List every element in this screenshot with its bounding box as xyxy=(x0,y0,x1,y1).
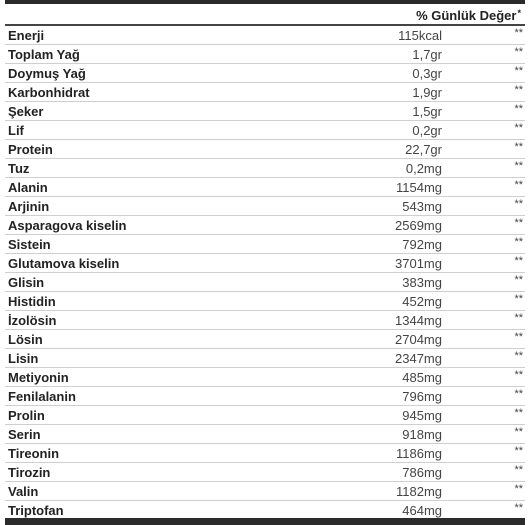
nutrient-name: Sistein xyxy=(8,237,51,252)
table-row xyxy=(5,254,525,273)
daily-value: ** xyxy=(514,350,523,362)
nutrient-name: Protein xyxy=(8,142,53,157)
daily-value: ** xyxy=(514,179,523,191)
nutrient-amount: 383mg xyxy=(402,275,442,290)
table-row xyxy=(5,140,525,159)
daily-value: ** xyxy=(514,426,523,438)
nutrient-amount: 2347mg xyxy=(395,351,442,366)
nutrient-name: Glisin xyxy=(8,275,45,290)
table-row xyxy=(5,178,525,197)
daily-value: ** xyxy=(514,141,523,153)
daily-value: ** xyxy=(514,445,523,457)
nutrient-name: Lif xyxy=(8,123,24,138)
nutrient-amount: 1,7gr xyxy=(412,47,442,62)
nutrient-name: Serin xyxy=(8,427,41,442)
table-row xyxy=(5,482,525,501)
nutrient-amount: 796mg xyxy=(402,389,442,404)
daily-value: ** xyxy=(514,103,523,115)
nutrient-name: Metiyonin xyxy=(8,370,69,385)
nutrient-name: Doymuş Yağ xyxy=(8,66,86,81)
nutrient-amount: 0,2gr xyxy=(412,123,442,138)
nutrient-name: Valin xyxy=(8,484,39,499)
nutrient-amount: 1,9gr xyxy=(412,85,442,100)
daily-value: ** xyxy=(514,464,523,476)
table-row xyxy=(5,102,525,121)
table-row xyxy=(5,292,525,311)
nutrient-amount: 918mg xyxy=(402,427,442,442)
table-row xyxy=(5,121,525,140)
nutrient-amount: 1,5gr xyxy=(412,104,442,119)
nutrient-amount: 1344mg xyxy=(395,313,442,328)
nutrient-amount: 2569mg xyxy=(395,218,442,233)
table-row xyxy=(5,444,525,463)
nutrient-name: Şeker xyxy=(8,104,44,119)
daily-value: ** xyxy=(514,407,523,419)
nutrient-name: Glutamova kiselin xyxy=(8,256,120,271)
table-row xyxy=(5,273,525,292)
nutrient-amount: 1154mg xyxy=(395,180,442,195)
table-row xyxy=(5,159,525,178)
daily-value: ** xyxy=(514,369,523,381)
table-row xyxy=(5,349,525,368)
daily-value: ** xyxy=(514,331,523,343)
daily-value: ** xyxy=(514,198,523,210)
daily-value: ** xyxy=(514,255,523,267)
daily-value: ** xyxy=(514,46,523,58)
table-row xyxy=(5,216,525,235)
table-row xyxy=(5,330,525,349)
nutrient-name: Lösin xyxy=(8,332,43,347)
nutrient-amount: 485mg xyxy=(402,370,442,385)
footnote-mark: * xyxy=(517,8,521,18)
nutrient-amount: 2704mg xyxy=(395,332,442,347)
table-row xyxy=(5,387,525,406)
daily-value: ** xyxy=(514,27,523,39)
nutrient-amount: 0,2mg xyxy=(405,161,442,176)
daily-value: ** xyxy=(514,65,523,77)
nutrient-amount: 1186mg xyxy=(395,446,442,461)
daily-value: ** xyxy=(514,312,523,324)
table-header xyxy=(5,4,525,26)
daily-value: ** xyxy=(514,236,523,248)
nutrient-name: Toplam Yağ xyxy=(8,47,80,62)
table-row xyxy=(5,64,525,83)
nutrient-name: İzolösin xyxy=(8,313,57,328)
nutrient-amount: 792mg xyxy=(402,237,442,252)
daily-value: ** xyxy=(514,274,523,286)
nutrient-name: Alanin xyxy=(8,180,48,195)
nutrient-name: Tireonin xyxy=(8,446,60,461)
nutrient-amount: 1182mg xyxy=(395,484,442,499)
nutrient-amount: 786mg xyxy=(402,465,442,480)
daily-value: ** xyxy=(514,160,523,172)
nutrient-amount: 452mg xyxy=(402,294,442,309)
table-row xyxy=(5,235,525,254)
nutrient-rows xyxy=(5,26,525,520)
daily-value: ** xyxy=(514,293,523,305)
table-row xyxy=(5,425,525,444)
daily-value: ** xyxy=(514,483,523,495)
table-row xyxy=(5,311,525,330)
nutrient-name: Prolin xyxy=(8,408,45,423)
nutrient-amount: 3701mg xyxy=(395,256,442,271)
table-row xyxy=(5,368,525,387)
table-row xyxy=(5,45,525,64)
table-row xyxy=(5,197,525,216)
nutrient-name: Lisin xyxy=(8,351,39,366)
daily-value-header-text: % Günlük Değer xyxy=(416,8,517,23)
daily-value: ** xyxy=(514,84,523,96)
bottom-rule xyxy=(5,518,525,525)
nutrient-name: Tuz xyxy=(8,161,30,176)
table-row xyxy=(5,463,525,482)
daily-value: ** xyxy=(514,388,523,400)
nutrient-name: Enerji xyxy=(8,28,45,43)
daily-value-header xyxy=(416,8,521,23)
nutrient-name: Tirozin xyxy=(8,465,51,480)
nutrient-amount: 543mg xyxy=(402,199,442,214)
nutrient-name: Histidin xyxy=(8,294,56,309)
nutrient-amount: 464mg xyxy=(402,503,442,518)
nutrient-name: Fenilalanin xyxy=(8,389,76,404)
nutrient-name: Karbonhidrat xyxy=(8,85,90,100)
nutrient-amount: 945mg xyxy=(402,408,442,423)
nutrition-table xyxy=(5,0,525,525)
table-row xyxy=(5,26,525,45)
nutrient-amount: 22,7gr xyxy=(405,142,442,157)
daily-value: ** xyxy=(514,502,523,514)
nutrient-name: Asparagova kiselin xyxy=(8,218,127,233)
nutrient-amount: 0,3gr xyxy=(412,66,442,81)
daily-value: ** xyxy=(514,122,523,134)
daily-value: ** xyxy=(514,217,523,229)
nutrient-name: Triptofan xyxy=(8,503,64,518)
nutrient-amount: 115kcal xyxy=(398,28,442,43)
nutrient-name: Arjinin xyxy=(8,199,50,214)
table-row xyxy=(5,83,525,102)
table-row xyxy=(5,406,525,425)
